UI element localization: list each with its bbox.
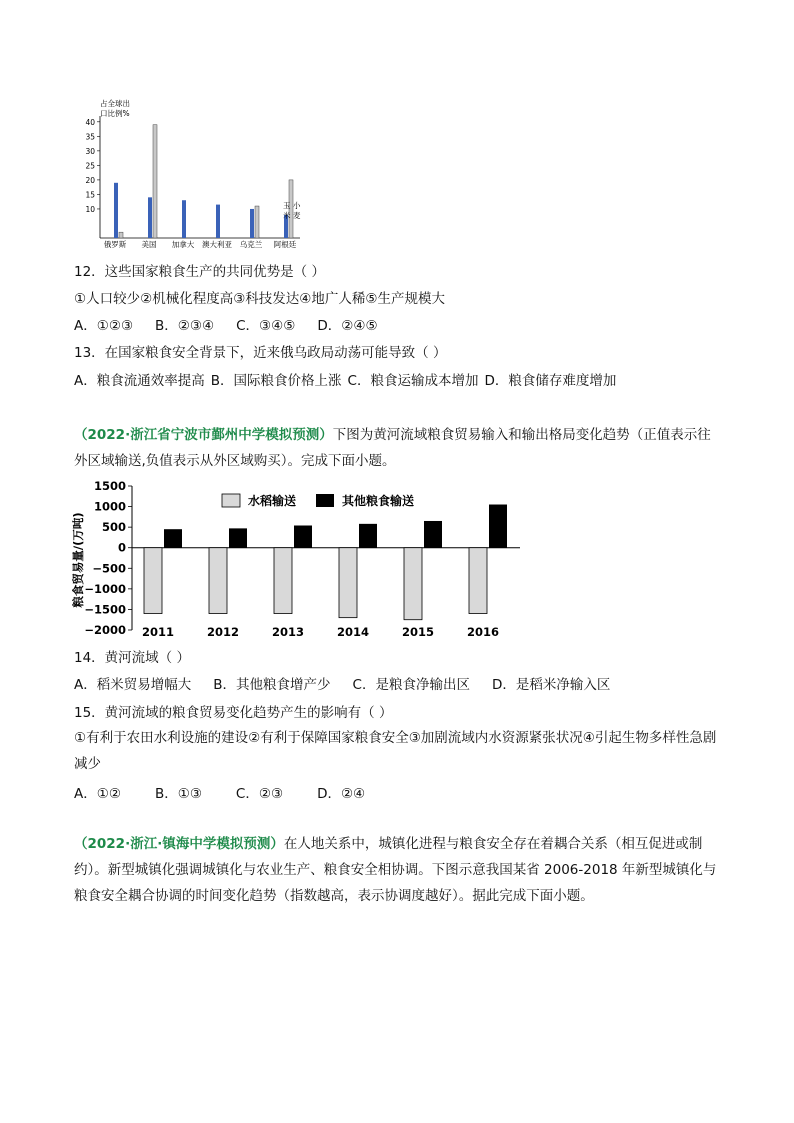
q15-items: ①有利于农田水利设施的建设②有利于保障国家粮食安全③加剧流域内水资源紧张状况④引起生物多样性急剧减少 <box>74 730 717 772</box>
q15-option-d[interactable]: D．②④ <box>317 786 366 802</box>
chart1-bar-wheat <box>114 183 118 238</box>
chart2-y-tick-label: −2000 <box>84 623 126 637</box>
q14-option-d[interactable]: D．是稻米净输入区 <box>491 677 611 693</box>
q15-option-c[interactable]: C．②③ <box>235 786 284 802</box>
chart1-legend-label: 小 <box>293 201 301 210</box>
q12-options <box>74 316 400 336</box>
chart1-y-tick-label: 20 <box>85 175 95 185</box>
chart1-x-label: 乌克兰 <box>239 240 263 249</box>
chart2-bar-rice <box>144 548 162 614</box>
chart2-x-label: 2014 <box>336 625 370 639</box>
q13-option-b[interactable]: B．国际粮食价格上涨 <box>210 373 342 389</box>
chart1-bar-corn <box>119 232 123 238</box>
export-share-chart <box>80 96 310 252</box>
chart2-bar-other <box>489 505 507 548</box>
chart2-ylabel: 粮食贸易量/(万吨) <box>71 512 85 608</box>
legend-swatch-rice <box>222 494 240 507</box>
q12-option-a[interactable]: A．①②③ <box>74 318 134 334</box>
chart1-bar-wheat <box>182 200 186 238</box>
chart1-y-tick-label: 15 <box>85 190 95 200</box>
chart2-x-label: 2011 <box>141 625 175 639</box>
chart1-x-label: 俄罗斯 <box>103 240 127 249</box>
chart1-bar-corn <box>255 206 259 238</box>
intro-3-text: 在人地关系中，城镇化进程与粮食安全存在着耦合关系（相互促进或制约）。新型城镇化强调城镇化与农业生产、粮食安全相协调。下图示意我国某省 2006-2018 年新型城镇化与粮食安全耦合协调的时间变化趋势（指数越高，表示协调度越好）。据此完成下面小题。 <box>74 836 717 904</box>
legend-label-rice: 水稻输送 <box>248 494 297 508</box>
chart1-legend-label: 米 <box>283 211 291 220</box>
chart1-ylabel-line1: 占全球出 <box>100 99 130 108</box>
chart1-bar-corn <box>153 125 157 238</box>
chart1-x-label: 阿根廷 <box>273 240 297 249</box>
intro-3 <box>74 831 724 909</box>
q12-option-c[interactable]: C．③④⑤ <box>236 318 296 334</box>
chart2-bar-rice <box>339 548 357 618</box>
q12-stem: 12．这些国家粮食生产的共同优势是（ ） <box>74 264 325 280</box>
legend-swatch-other <box>316 494 334 507</box>
q13-option-c[interactable]: C．粮食运输成本增加 <box>347 373 479 389</box>
q15-option-a[interactable]: A．①② <box>74 786 121 802</box>
q13-options <box>74 371 616 391</box>
chart2-bar-other <box>294 525 312 547</box>
intro-2-text: 下图为黄河流域粮食贸易输入和输出格局变化趋势（正值表示往外区域输送,负值表示从外区域购买）。完成下面小题。 <box>74 427 711 469</box>
q12-option-b[interactable]: B．②③④ <box>155 318 215 334</box>
chart2-y-tick-label: 1000 <box>93 499 126 514</box>
chart2-y-tick-label: −500 <box>92 561 126 576</box>
chart2-y-tick-label: −1500 <box>84 602 126 617</box>
chart2-bar-rice <box>404 548 422 620</box>
q13-stem: 13．在国家粮食安全背景下，近来俄乌政局动荡可能导致（ ） <box>74 345 447 361</box>
chart1-bar-wheat <box>216 205 220 238</box>
chart2-y-tick-label: 1500 <box>93 479 126 493</box>
chart1-y-tick-label: 30 <box>85 146 95 156</box>
intro-3-source: （2022·浙江·镇海中学模拟预测） <box>74 836 284 852</box>
chart2-x-label: 2012 <box>206 625 240 639</box>
intro-2-source: （2022·浙江省宁波市鄞州中学模拟预测） <box>74 427 333 443</box>
chart2-bar-rice <box>469 548 487 614</box>
chart2-bar-other <box>164 529 182 548</box>
q14-option-a[interactable]: A．稻米贸易增幅大 <box>74 677 192 693</box>
chart1-y-tick-label: 25 <box>85 161 95 171</box>
chart2-bar-rice <box>274 548 292 614</box>
chart2-y-tick-label: 0 <box>117 540 126 555</box>
chart1-bar-wheat <box>148 197 152 238</box>
chart2-bar-other <box>424 521 442 548</box>
chart1-x-label: 澳大利亚 <box>202 240 232 249</box>
chart2-y-tick-label: 500 <box>101 520 126 535</box>
chart2-bar-rice <box>209 548 227 614</box>
q14-option-c[interactable]: C．是粮食净输出区 <box>352 677 470 693</box>
chart2-bar-other <box>229 528 247 547</box>
chart1-legend-label: 玉 <box>283 201 291 210</box>
q13-option-a[interactable]: A．粮食流通效率提高 <box>74 373 205 389</box>
chart2-y-tick-label: −1000 <box>84 581 126 596</box>
chart2-x-label: 2015 <box>401 625 435 639</box>
chart1-y-tick-label: 10 <box>85 204 95 214</box>
legend-label-other: 其他粮食输送 <box>342 494 415 508</box>
q15-stem: 15．黄河流域的粮食贸易变化趋势产生的影响有（ ） <box>74 705 393 721</box>
chart2-bar-other <box>359 524 377 548</box>
chart1-ylabel-line2: 口比例% <box>100 109 130 118</box>
chart1-x-label: 加拿大 <box>171 240 195 249</box>
q13-option-d[interactable]: D．粮食储存难度增加 <box>484 373 617 389</box>
q15-options <box>74 784 387 804</box>
q15-option-b[interactable]: B．①③ <box>154 786 202 802</box>
q12-items: ①人口较少②机械化程度高③科技发达④地广人稀⑤生产规模大 <box>74 291 446 307</box>
chart1-x-label: 美国 <box>141 240 157 249</box>
grain-trade-chart <box>68 478 528 642</box>
chart1-y-tick-label: 35 <box>85 132 95 142</box>
intro-2 <box>74 422 724 474</box>
chart1-legend-label: 麦 <box>293 211 301 220</box>
q14-options <box>74 675 632 695</box>
q14-option-b[interactable]: B．其他粮食增产少 <box>213 677 331 693</box>
chart2-x-label: 2013 <box>271 625 305 639</box>
chart1-bar-wheat <box>250 209 254 238</box>
chart2-x-label: 2016 <box>466 625 500 639</box>
q14-stem: 14．黄河流域（ ） <box>74 650 190 666</box>
chart1-y-tick-label: 40 <box>85 117 95 127</box>
q12-option-d[interactable]: D．②④⑤ <box>317 318 378 334</box>
